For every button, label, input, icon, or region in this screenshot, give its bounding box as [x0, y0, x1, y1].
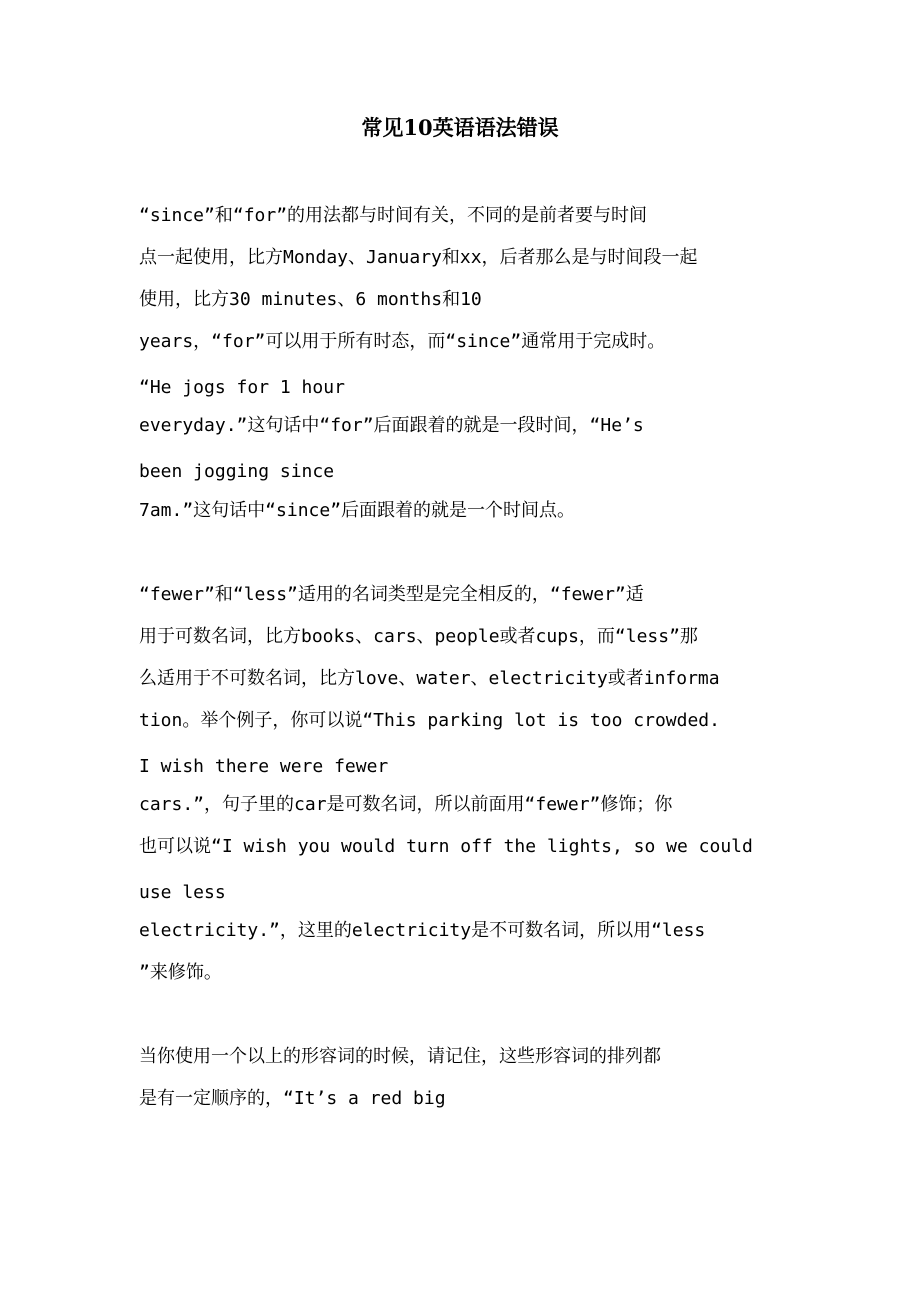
paragraph-line: 当你使用一个以上的形容词的时候，请记住，这些形容词的排列都	[139, 1046, 661, 1067]
document-title: 常见10英语语法错误	[361, 115, 559, 140]
paragraph-line: 是有一定顺序的，“It’s a red big	[139, 1088, 446, 1109]
paragraph-line: “He jogs for 1 hour	[139, 377, 345, 398]
paragraph-line: ”来修饰。	[139, 962, 222, 983]
paragraph-line: 使用，比方30 minutes、6 months和10	[139, 289, 482, 310]
paragraph-line: been jogging since	[139, 461, 335, 482]
paragraph-line: 7am.”这句话中“since”后面跟着的就是一个时间点。	[139, 500, 576, 521]
paragraph-line: “since”和“for”的用法都与时间有关，不同的是前者要与时间	[139, 205, 648, 226]
paragraph-line: 用于可数名词，比方books、cars、people或者cups，而“less”那	[139, 626, 698, 647]
paragraph-line: electricity.”，这里的electricity是不可数名词，所以用“less	[139, 920, 706, 941]
paragraph-line: 点一起使用，比方Monday、January和xx，后者那么是与时间段一起	[139, 247, 698, 268]
paragraph-line: 么适用于不可数名词，比方love、water、electricity或者informa	[139, 668, 720, 689]
paragraph-line: cars.”，句子里的car是可数名词，所以前面用“fewer”修饰；你	[139, 794, 673, 815]
paragraph-line: 也可以说“I wish you would turn off the lights, so we could	[139, 836, 753, 857]
paragraph-line: years，“for”可以用于所有时态，而“since”通常用于完成时。	[139, 331, 666, 352]
paragraph-line: “fewer”和“less”适用的名词类型是完全相反的，“fewer”适	[139, 584, 644, 605]
paragraph-line: I wish there were fewer	[139, 756, 389, 777]
paragraph-line: everyday.”这句话中“for”后面跟着的就是一段时间，“He’s	[139, 415, 644, 436]
paragraph-line: use less	[139, 882, 226, 903]
paragraph-line: tion。举个例子，你可以说“This parking lot is too crowded.	[139, 710, 720, 731]
